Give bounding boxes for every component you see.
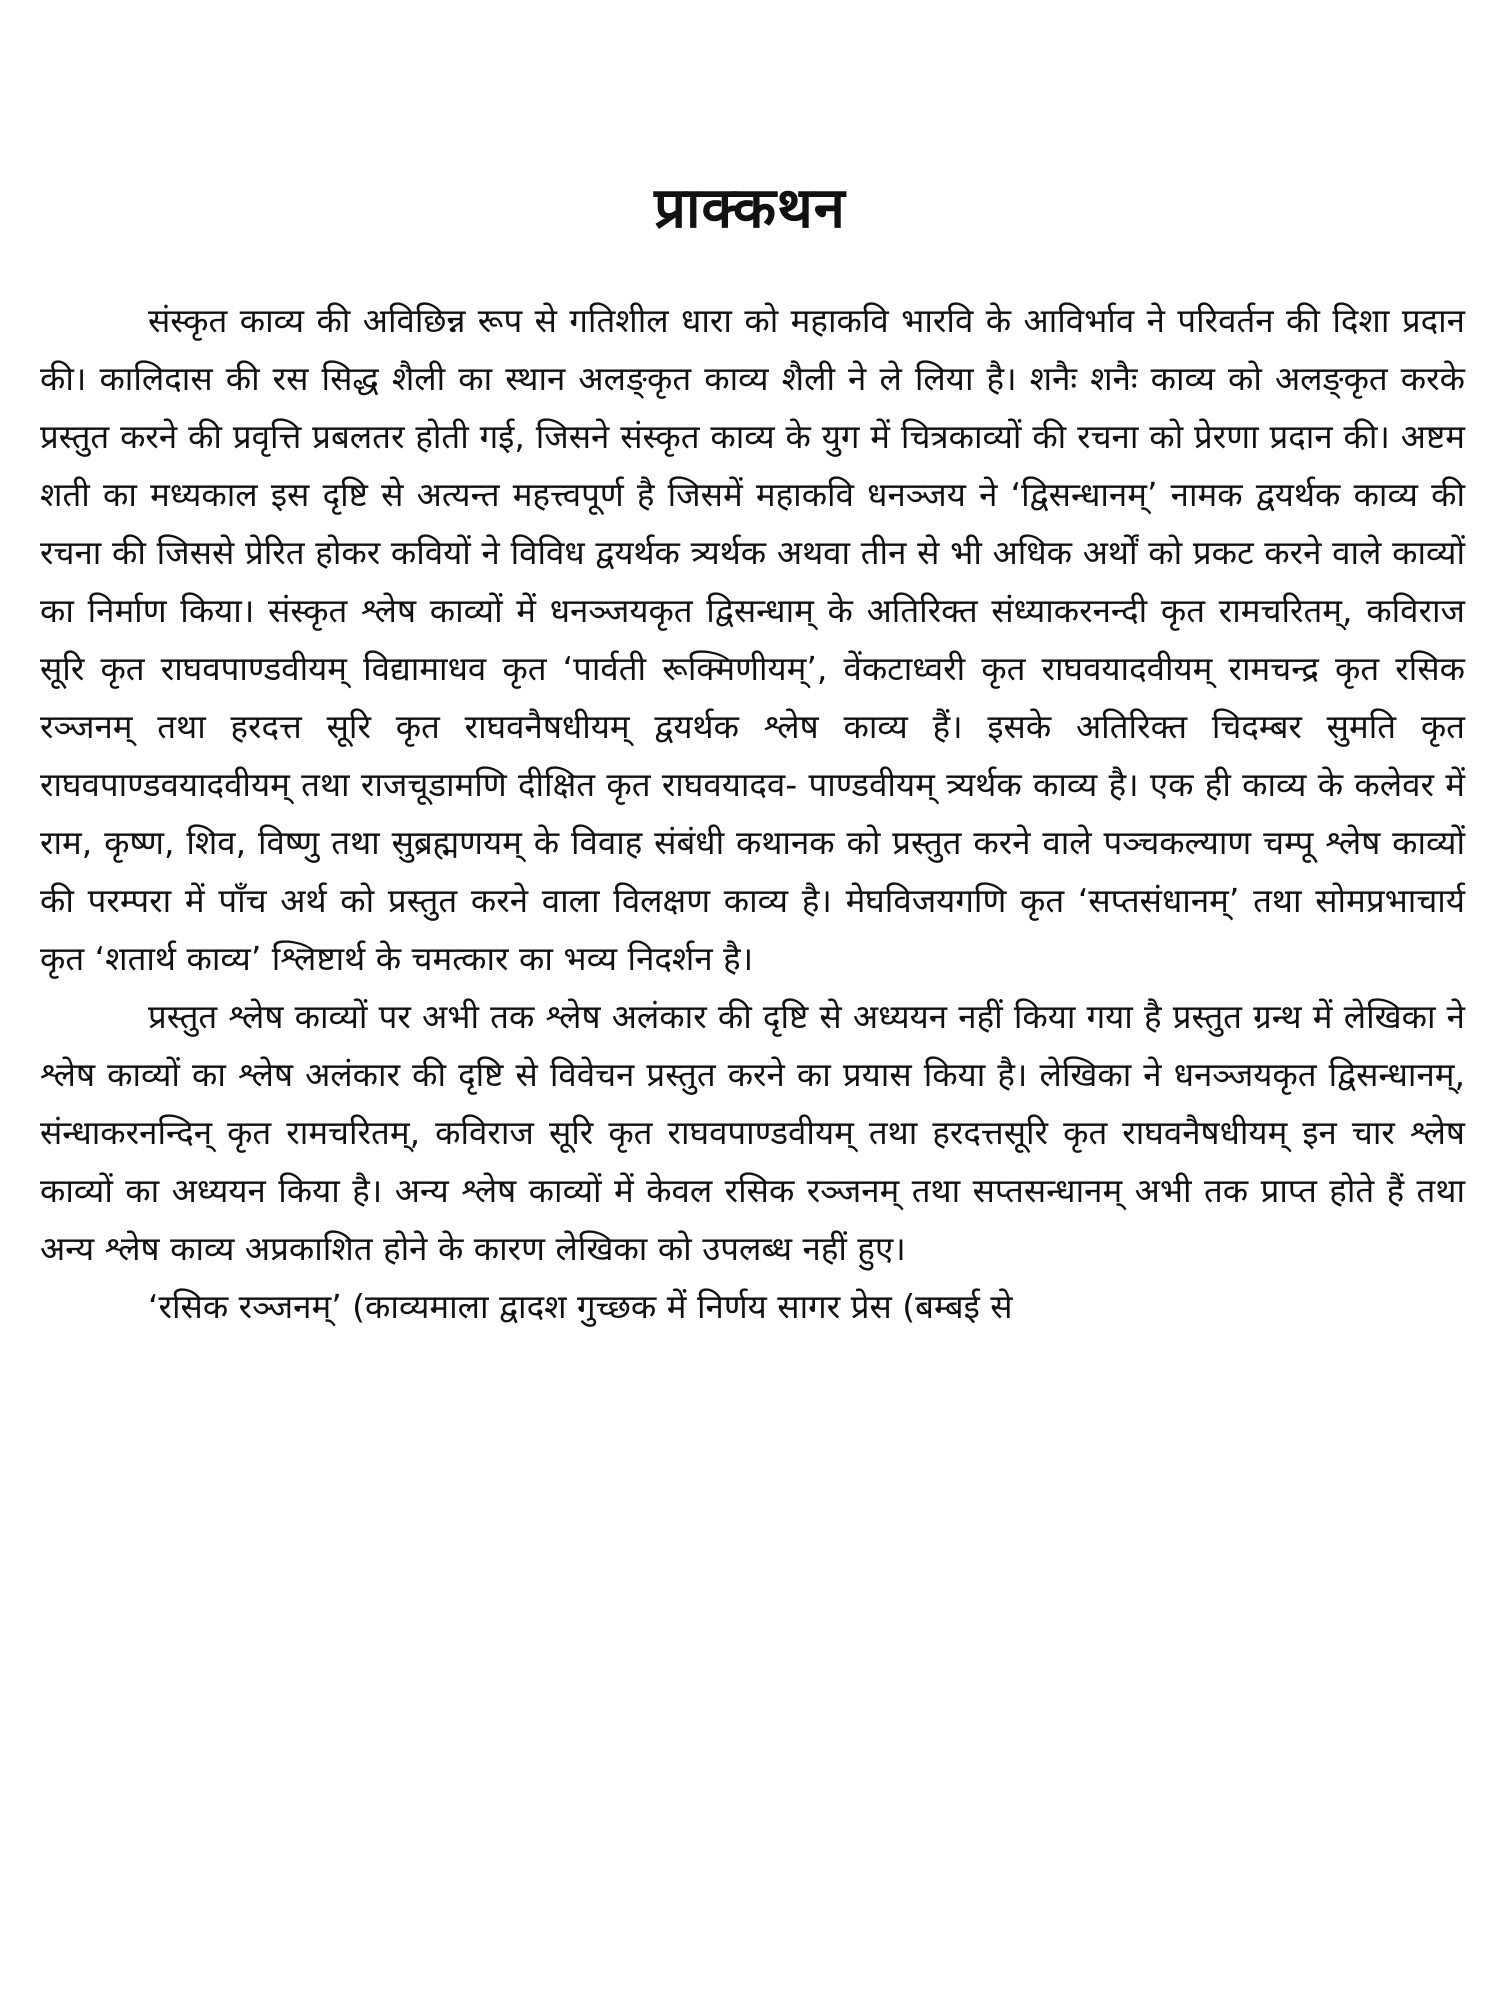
paragraph-2: प्रस्तुत श्लेष काव्यों पर अभी तक श्लेष अलंकार की दृष्टि से अध्ययन नहीं किया गया है प्रस्तुत ग्रन्थ में लेखिका ने श्लेष काव्यों का श्लेष अलंकार की दृष्टि से विवेचन प्रस्तुत करने का प्रयास किया है। लेखिका ने धनञ्जयकृत द्विसन्धानम्, संन्धाकरनन्दिन् कृत रामचरितम्, कविराज सूरि कृत राघवपाण्डवीयम् तथा हरदत्तसूरि कृत राघवनैषधीयम् इन चार श्लेष काव्यों का अध्ययन किया है। अन्य श्लेष काव्यों में केवल रसिक रञ्जनम् तथा सप्तसन्धानम् अभी तक प्राप्त होते हैं तथा अन्य श्लेष काव्य अप्रकाशित होने के कारण लेखिका को उपलब्ध नहीं हुए।: [40, 997, 1465, 1268]
body-text: [40, 292, 1465, 1336]
paragraph-3: ‘रसिक रञ्जनम्’ (काव्यमाला द्वादश गुच्छक में निर्णय सागर प्रेस (बम्बई से: [148, 1287, 1013, 1326]
page-title: प्राक्कथन: [654, 176, 846, 241]
paragraph-1: संस्कृत काव्य की अविछिन्न रूप से गतिशील धारा को महाकवि भारवि के आविर्भाव ने परिवर्तन की दिशा प्रदान की। कालिदास की रस सिद्ध शैली का स्थान अलङ्कृत काव्य शैली ने ले लिया है। शनैः शनैः काव्य को अलङ्कृत करके प्रस्तुत करने की प्रवृत्ति प्रबलतर होती गई, जिसने संस्कृत काव्य के युग में चित्रकाव्यों की रचना को प्रेरणा प्रदान की। अष्टम शती का मध्यकाल इस दृष्टि से अत्यन्त महत्त्वपूर्ण है जिसमें महाकवि धनञ्जय ने ‘द्विसन्धानम्’ नामक द्वयर्थक काव्य की रचना की जिससे प्रेरित होकर कवियों ने विविध द्वयर्थक त्र्यर्थक अथवा तीन से भी अधिक अर्थों को प्रकट करने वाले काव्यों का निर्माण किया। संस्कृत श्लेष काव्यों में धनञ्जयकृत द्विसन्धाम् के अतिरिक्त संध्याकरनन्दी कृत रामचरितम्, कविराज सूरि कृत राघवपाण्डवीयम् विद्यामाधव कृत ‘पार्वती रूक्मिणीयम्’, वेंकटाध्वरी कृत राघवयादवीयम् रामचन्द्र कृत रसिक रञ्जनम् तथा हरदत्त सूरि कृत राघवनैषधीयम् द्वयर्थक श्लेष काव्य हैं। इसके अतिरिक्त चिदम्बर सुमति कृत राघवपाण्डवयादवीयम् तथा राजचूडामणि दीक्षित कृत राघवयादव- पाण्डवीयम् त्र्यर्थक काव्य है। एक ही काव्य के कलेवर में राम, कृष्ण, शिव, विष्णु तथा सुब्रह्मणयम् के विवाह संबंधी कथानक को प्रस्तुत करने वाले पञ्चकल्याण चम्पू श्लेष काव्यों की परम्परा में पाँच अर्थ को प्रस्तुत करने वाला विलक्षण काव्य है। मेघविजयगणि कृत ‘सप्तसंधानम्’ तथा सोमप्रभाचार्य कृत ‘शतार्थ काव्य’ श्लिष्टार्थ के चमत्कार का भव्य निदर्शन है।: [40, 301, 1465, 978]
